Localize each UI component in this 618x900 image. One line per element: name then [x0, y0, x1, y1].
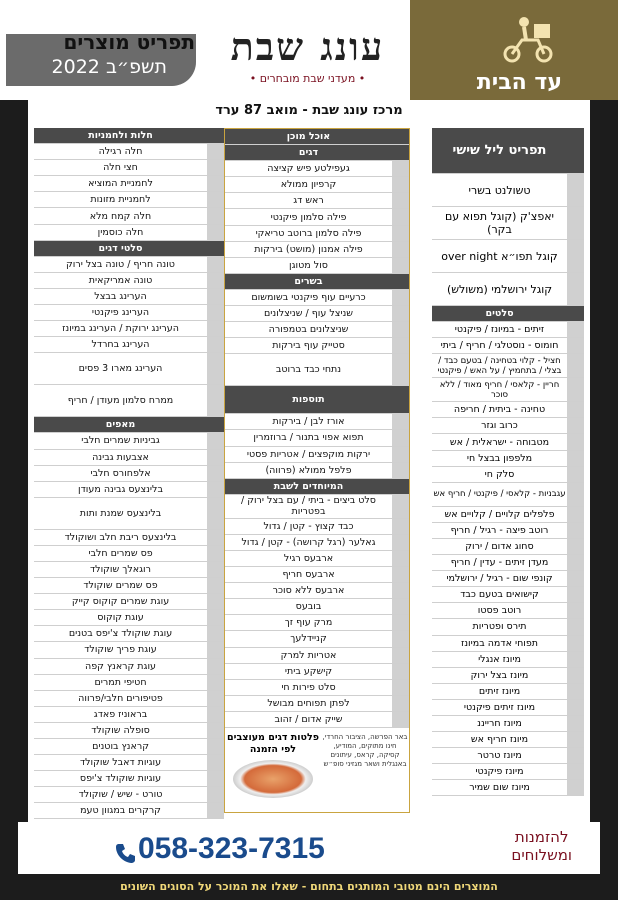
list-item: לחמניית מזונות: [34, 192, 224, 208]
list-item: מיונז חריף אש: [432, 732, 584, 748]
brand-subtitle: • מעדני שבת מובחרים •: [249, 72, 366, 85]
list-item: חלה כוסמין: [34, 225, 224, 241]
catalog-title-block: [0, 0, 205, 100]
disclaimer: המוצרים הינם מטובי המותגים בתחום - שאלו את המוכר על הסוגים השונים: [120, 880, 498, 893]
phone-icon: [114, 842, 136, 864]
list-item: סלק חי: [432, 467, 584, 483]
delivery-block: [410, 0, 618, 100]
list-item: טורט - שיש / שוקולד: [34, 787, 224, 803]
list-item: עוגת קוקוס: [34, 610, 224, 626]
list-item: חציל - קלוי בטחינה / בטעם כבד / בצלי / בתחמיץ / על האש / פיקנטי: [432, 354, 584, 378]
list-item: לחמניית המוציא: [34, 176, 224, 192]
list-item: שניצל עוף / שניצלונים: [225, 306, 409, 322]
list-item: גאלער (רגל קרושה) - קטן / גדול: [225, 535, 409, 551]
scooter-icon: [498, 12, 558, 64]
list-item: בראוניז פאדג: [34, 707, 224, 723]
list-item: מיונז חרייננ: [432, 716, 584, 732]
list-item: פלפל ממולא (פרווה): [225, 463, 409, 479]
contact-footer: [18, 822, 600, 874]
list-item: קראנץ בוטנים: [34, 739, 224, 755]
list-item: עוגיות דאבל שוקולד: [34, 755, 224, 771]
list-item: עוגת קראנץ קפה: [34, 659, 224, 675]
list-item: פלפלים קלויים / קלויים אש: [432, 507, 584, 523]
list-item: תירס ופטריות: [432, 619, 584, 635]
platter-promo: [225, 728, 321, 812]
ready-food-header: אוכל מוכן: [225, 129, 409, 145]
friday-night-column: [432, 128, 584, 796]
list-item: סטייק עוף בירקות: [225, 338, 409, 354]
list-item: ארבעס רגיל: [225, 551, 409, 567]
list-item: מיונז זיתים פיקנטי: [432, 700, 584, 716]
list-item: מעדן זיתים - עדין / חריף: [432, 555, 584, 571]
list-item: בובעס: [225, 599, 409, 615]
catalog-title: תפריט מוצרים: [63, 30, 195, 54]
list-item: סחוג אדום / ירוק: [432, 539, 584, 555]
list-item: טונה אמריקאית: [34, 273, 224, 289]
list-item: רוגאלך שוקולד: [34, 562, 224, 578]
list-item: גביניות שמרים חלבי: [34, 433, 224, 449]
list-item: כרעיים עוף פיקנטי בשומשום: [225, 290, 409, 306]
challah-header: חלות ולחמניות: [34, 128, 224, 144]
brand-block: [205, 0, 410, 100]
list-item: זיתים - במיונז / פיקנטי: [432, 322, 584, 338]
list-item: מיונז זיתים: [432, 684, 584, 700]
list-item: אצבעות גבינה: [34, 450, 224, 466]
list-item: שניצלונים בטמפורה: [225, 322, 409, 338]
list-item: נתחי כבד ברוטב: [225, 354, 409, 386]
orders-line-2: ומשלוחים: [511, 846, 572, 864]
fish-platter-image: [233, 760, 313, 798]
menu-sheet: [28, 122, 590, 822]
list-item: קרפיון ממולא: [225, 177, 409, 193]
list-item: אטריות למרק: [225, 648, 409, 664]
list-item: חטיפי תמרים: [34, 675, 224, 691]
list-item: פטיפורים חלבי/פרווה: [34, 691, 224, 707]
list-item: מיונז אנגלי: [432, 652, 584, 668]
fish-salads-header: סלטי דגים: [34, 241, 224, 257]
list-item: עוגיות שוקולד צ'יפס: [34, 771, 224, 787]
list-item: בלינצעס שמנת ותות: [34, 498, 224, 530]
phone-number[interactable]: 058-323-7315: [138, 832, 325, 865]
list-item: רוטב פסטו: [432, 603, 584, 619]
list-item: ראש דג: [225, 193, 409, 209]
list-item: טונה חריף / טונה בצל ירוק: [34, 257, 224, 273]
list-item: חלה רגילה: [34, 144, 224, 160]
list-item: חצי חלה: [34, 160, 224, 176]
list-item: עגבניות - קלאסי / פיקנטי / חריף אש: [432, 483, 584, 507]
list-item: עוגת שוקולד צ'יפס בטנים: [34, 626, 224, 642]
list-item: הערינג בבצל: [34, 289, 224, 305]
newspapers-note: באר הפרשה, הציבור החרדי, חינו מתוקים, המודיע, קסיקה, קראס, עיתונים באנגלית ושאר מגזיני סופ״ש: [322, 733, 408, 768]
list-item: פילה סלמון פיקנטי: [225, 209, 409, 225]
list-item: ארבעס חריף: [225, 567, 409, 583]
list-item: עוגת פריך שוקולד: [34, 642, 224, 658]
list-item: קרקרים במגוון טעמ: [34, 803, 224, 819]
page-title: מרכז עונג שבת - מואב 87 ערד: [28, 100, 590, 122]
list-item: כרוב וגזר: [432, 418, 584, 434]
list-item: מיונז שום שמיר: [432, 780, 584, 796]
list-item: מרק עוף זך: [225, 615, 409, 631]
list-item: געפילטע פיש קציצה: [225, 161, 409, 177]
sides-header: תוספות: [225, 386, 409, 414]
list-item: שייק אדום / זהוב: [225, 712, 409, 728]
list-item: פס שמרים חלבי: [34, 546, 224, 562]
list-item: ארבעס ללא סוכר: [225, 583, 409, 599]
list-item: סלט פירות חי: [225, 680, 409, 696]
list-item: מיונז פיקנטי: [432, 764, 584, 780]
salads-header: סלטים: [432, 306, 584, 322]
list-item: טשולנט בשרי: [432, 174, 584, 207]
list-item: תפוא אפוי בתנור / ברוזמרין: [225, 430, 409, 446]
list-item: בלינצעס ריבת חלב ושוקולד: [34, 530, 224, 546]
brand-logo: עונג שבת: [230, 24, 385, 69]
list-item: קוגל ירושלמי (משולש): [432, 273, 584, 306]
list-item: מיונז טרטר: [432, 748, 584, 764]
list-item: חלה קמח מלא: [34, 208, 224, 224]
delivery-logo: עד הבית: [476, 70, 562, 95]
list-item: לפתן תפוחים מבושל: [225, 696, 409, 712]
catalog-year: תשפ״ב 2022: [51, 56, 167, 78]
list-item: קניידלעך: [225, 631, 409, 647]
header: [0, 0, 618, 100]
meat-header: בשרים: [225, 274, 409, 290]
extras-block: [225, 728, 409, 812]
orders-line-1: להזמנות: [514, 828, 569, 846]
fish-header: דגים: [225, 145, 409, 161]
list-item: קונפי שום - רגיל / ירושלמי: [432, 571, 584, 587]
list-item: פילה אמנון (מושט) בירקות: [225, 242, 409, 258]
list-item: רוטב פיצה - רגיל / חריף: [432, 523, 584, 539]
shabbat-header: המיוחדים לשבת: [225, 479, 409, 495]
list-item: הערינג בחרדל: [34, 337, 224, 353]
orders-label: [511, 828, 572, 864]
list-item: סלט ביצים - ביתי / עם בצל ירוק / בפטריות: [225, 495, 409, 519]
list-item: הערינג פיקנטי: [34, 305, 224, 321]
list-item: הערינג ירוקת / הערינג במיונז: [34, 321, 224, 337]
list-item: אורז לבן / בירקות: [225, 414, 409, 430]
list-item: כבד קצוץ - קטן / גדול: [225, 519, 409, 535]
list-item: טחינה - ביתית / חריפה: [432, 402, 584, 418]
bakery-column: [34, 128, 224, 819]
list-item: קוגל תפו״א over night: [432, 240, 584, 273]
list-item: קישקע ביתי: [225, 664, 409, 680]
pastry-header: מאפים: [34, 417, 224, 433]
ready-food-column: [224, 128, 410, 813]
list-item: פילה סלמון ברוטב טריאקי: [225, 226, 409, 242]
list-item: קישואים בטעם כבד: [432, 587, 584, 603]
list-item: בלינצעס גבינה מעודן: [34, 482, 224, 498]
list-item: יאפצ'ק (קוגל תפוא עם בקר): [432, 207, 584, 240]
list-item: פס שמרים שוקולד: [34, 578, 224, 594]
list-item: עוגת שמרים קוקוס קייק: [34, 594, 224, 610]
platter-text: פלטות דגים מעוצבים לפי הזמנה: [227, 732, 319, 755]
list-item: מלפפון בבצל חי: [432, 451, 584, 467]
list-item: חריין - קלאסי / חריף מאוד / ללא סוכר: [432, 378, 584, 402]
list-item: הערינג מארו 3 פסים: [34, 353, 224, 385]
list-item: אלפחורס חלבי: [34, 466, 224, 482]
list-item: מיונז בצל ירוק: [432, 668, 584, 684]
list-item: חומוס - נוסטלגי / חריף / ביתי: [432, 338, 584, 354]
list-item: תפוחי אדמה במיונז: [432, 636, 584, 652]
list-item: סול מטוגן: [225, 258, 409, 274]
list-item: ממרח סלמון מעודן / חריף: [34, 385, 224, 417]
list-item: ירקות מוקפצים / אטריות פסטי: [225, 447, 409, 463]
list-item: סופלה שוקולד: [34, 723, 224, 739]
list-item: מטבוחה - ישראלית / אש: [432, 434, 584, 450]
friday-menu-header: תפריט ליל שישי: [432, 128, 584, 174]
